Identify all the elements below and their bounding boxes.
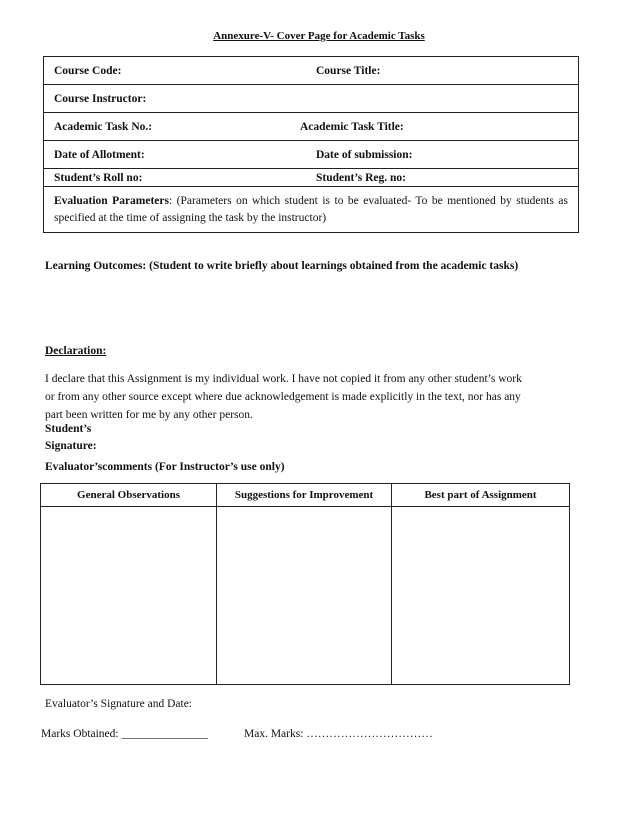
instructor-row — [44, 85, 579, 113]
date-of-submission-label: Date of submission: — [316, 148, 413, 161]
marks-obtained-label: Marks Obtained: _______________ — [41, 728, 208, 740]
page-title: Annexure-V- Cover Page for Academic Tasks — [213, 30, 425, 42]
course-row — [44, 57, 579, 85]
reg-no-label: Student’s Reg. no: — [316, 171, 406, 184]
general-observations-cell — [41, 507, 217, 685]
max-marks-label: Max. Marks: …………………………… — [244, 728, 433, 740]
dates-cell — [44, 141, 579, 169]
course-code-label: Course Code: — [54, 64, 122, 77]
course-info-table — [43, 56, 579, 233]
evaluator-signature-label: Evaluator’s Signature and Date: — [45, 698, 193, 710]
learning-outcomes-heading: Learning Outcomes: (Student to write briefly about learnings obtained from the academic tasks) — [45, 260, 519, 272]
eval-body-row — [41, 507, 570, 685]
evaluation-parameters-text: : (Parameters on which student is to be evaluated- To be mentioned by students as specified at the time of assigning the task by the instructor) — [54, 195, 568, 224]
task-cell — [44, 113, 579, 141]
date-of-allotment-label: Date of Allotment: — [54, 148, 145, 161]
signature-line-1: Student’s — [45, 423, 92, 435]
signature-line-2: Signature: — [45, 440, 97, 452]
student-signature-label — [45, 421, 97, 455]
declaration-line-1: I declare that this Assignment is my individual work. I have not copied it from any other student’s work — [45, 373, 522, 385]
course-title-label: Course Title: — [316, 64, 381, 77]
academic-task-title-label: Academic Task Title: — [300, 120, 404, 133]
best-part-header: Best part of Assignment — [392, 484, 570, 507]
evaluator-comments-table — [40, 483, 570, 685]
evaluation-row — [44, 187, 579, 233]
general-observations-header: General Observations — [41, 484, 217, 507]
task-row — [44, 113, 579, 141]
evaluation-parameters-label: Evaluation Parameters — [54, 195, 169, 207]
dates-row — [44, 141, 579, 169]
academic-task-no-label: Academic Task No.: — [54, 120, 153, 133]
suggestions-cell — [217, 507, 392, 685]
best-part-cell — [392, 507, 570, 685]
student-id-cell — [44, 169, 579, 187]
evaluation-parameters-cell — [44, 187, 579, 233]
instructor-cell — [44, 85, 579, 113]
evaluator-comments-heading: Evaluator’scomments (For Instructor’s use only) — [45, 461, 285, 473]
course-cell — [44, 57, 579, 85]
roll-no-label: Student’s Roll no: — [54, 171, 143, 184]
declaration-heading: Declaration: — [45, 345, 107, 357]
declaration-line-3: part been written for me by any other person. — [45, 409, 253, 421]
declaration-line-2: or from any other source except where due acknowledgement is made explicitly in the text, nor has any — [45, 391, 521, 403]
course-instructor-label: Course Instructor: — [54, 92, 147, 105]
eval-header-row — [41, 484, 570, 507]
student-id-row — [44, 169, 579, 187]
suggestions-header: Suggestions for Improvement — [217, 484, 392, 507]
declaration-text — [45, 370, 545, 424]
